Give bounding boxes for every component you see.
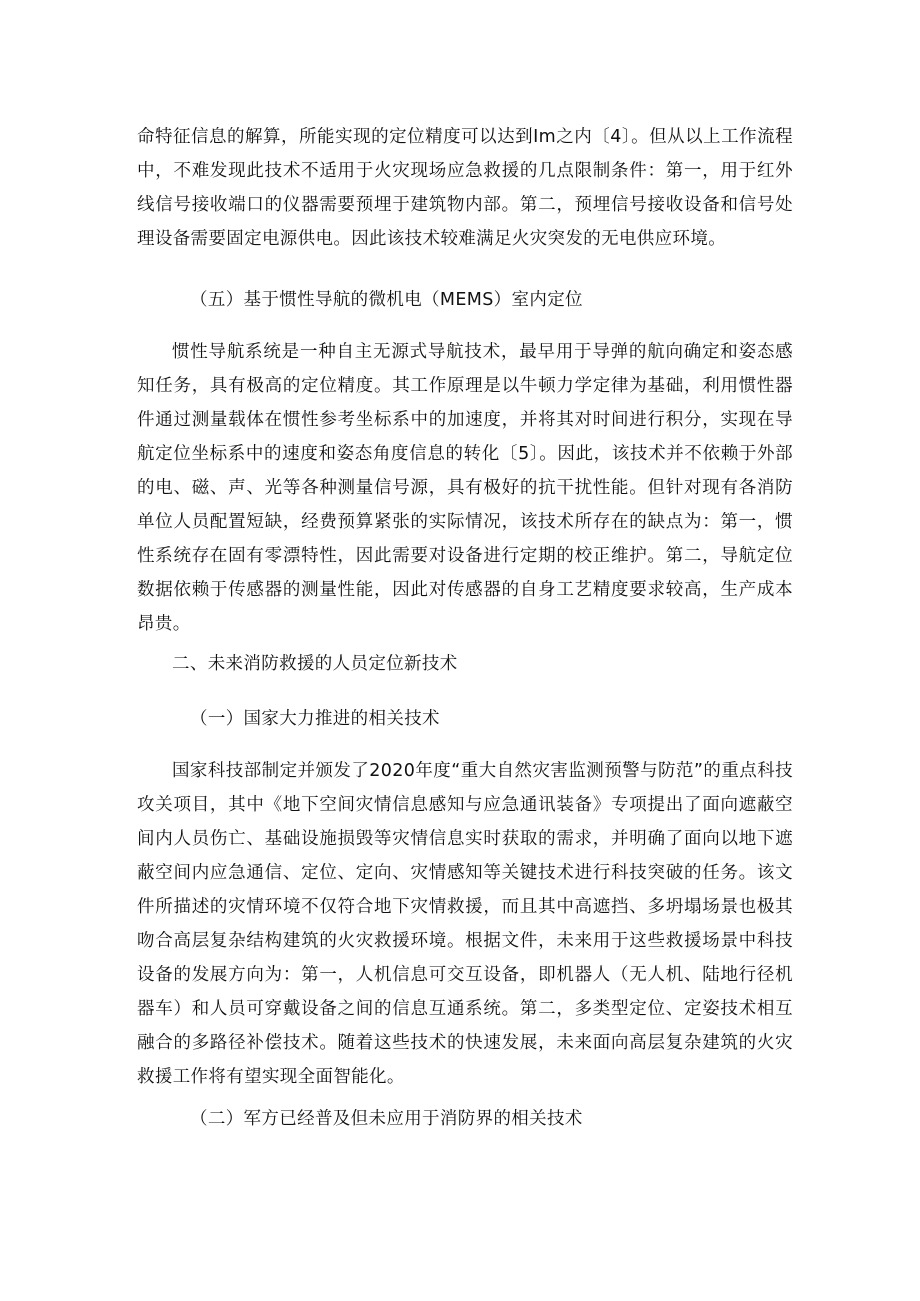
- paragraph-national-project: 国家科技部制定并颁发了2020年度“重大自然灾害监测预警与防范”的重点科技攻关项目，其中《地下空间灾情信息感知与应急通讯装备》专项提出了面向遮蔽空间内人员伤亡、基础设施损毁等灾情信息实时获取的需求，并明确了面向以地下遮蔽空间内应急通信、定位、定向、灾情感知等关键技术进行科技突破的任务。该文件所描述的灾情环境不仅符合地下灾情救援，而且其中高遮挡、多坍塌场景也极其吻合高层复杂结构建筑的火灾救援环境。根据文件，未来用于这些救援场景中科技设备的发展方向为：第一，人机信息可交互设备，即机器人（无人机、陆地行径机器车）和人员可穿戴设备之间的信息互通系统。第二，多类型定位、定姿技术相互融合的多路径补偿技术。随着这些技术的快速发展，未来面向高层复杂建筑的火灾救援工作将有望实现全面智能化。: [137, 761, 793, 1087]
- section-heading-mems: （五）基于惯性导航的微机电（MEMS）室内定位: [190, 290, 583, 310]
- section-heading-military: （二）军方已经普及但未应用于消防界的相关技术: [190, 1109, 583, 1129]
- chapter-heading-future-tech: 二、未来消防救援的人员定位新技术: [172, 654, 458, 674]
- section-heading-national: （一）国家大力推进的相关技术: [190, 709, 440, 729]
- paragraph-inertial-navigation: 惯性导航系统是一种自主无源式导航技术，最早用于导弹的航向确定和姿态感知任务，具有极高的定位精度。其工作原理是以牛顿力学定律为基础，利用惯性器件通过测量载体在惯性参考坐标系中的加速度，并将其对时间进行积分，实现在导航定位坐标系中的速度和姿态角度信息的转化〔5〕。因此，该技术并不依赖于外部的电、磁、声、光等各种测量信号源，具有极好的抗干扰性能。但针对现有各消防单位人员配置短缺，经费预算紧张的实际情况，该技术所存在的缺点为：第一，惯性系统存在固有零漂特性，因此需要对设备进行定期的校正维护。第二，导航定位数据依赖于传感器的测量性能，因此对传感器的自身工艺精度要求较高，生产成本昂贵。: [137, 342, 793, 634]
- paragraph-infrared-limitations: 命特征信息的解算，所能实现的定位精度可以达到Im之内〔4〕。但从以上工作流程中，不难发现此技术不适用于火灾现场应急救援的几点限制条件：第一，用于红外线信号接收端口的仪器需要预埋于建筑物内部。第二，预埋信号接收设备和信号处理设备需要固定电源供电。因此该技术较难满足火灾突发的无电供应环境。: [137, 127, 793, 249]
